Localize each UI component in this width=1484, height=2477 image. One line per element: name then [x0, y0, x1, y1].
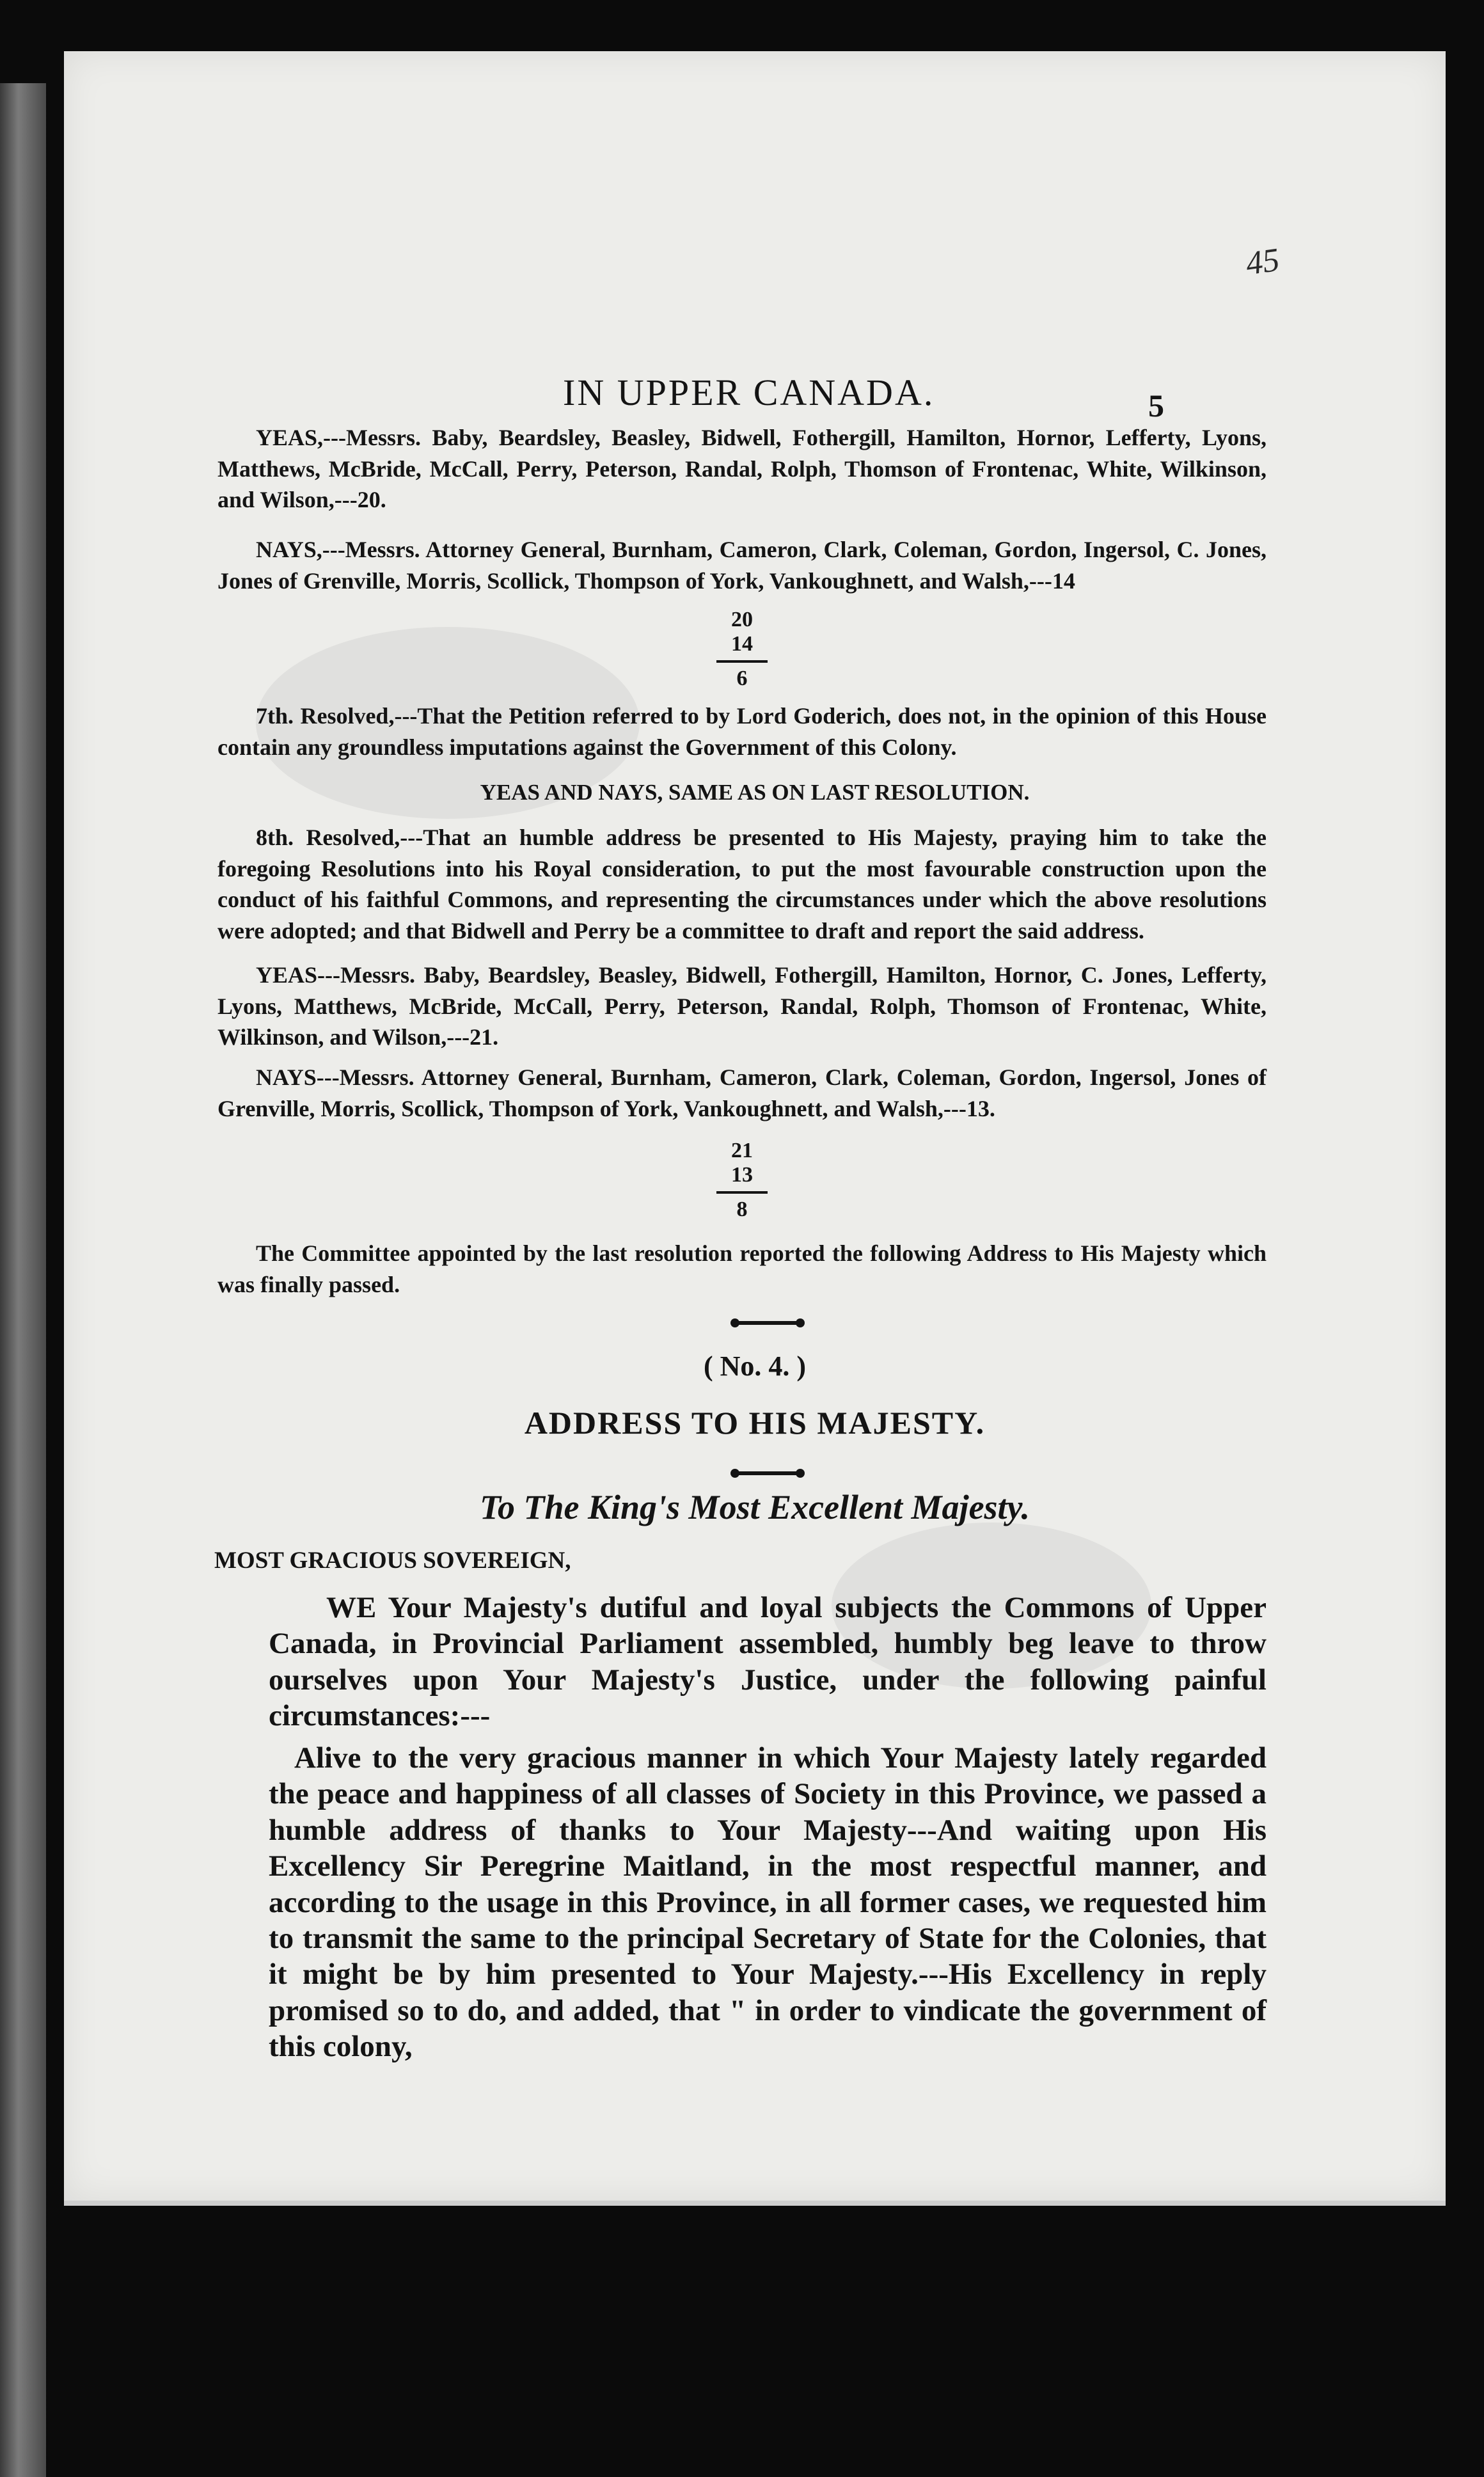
- yeas-paragraph: YEAS---Messrs. Baby, Beardsley, Beasley, Bidwell, Fothergill, Hamilton, Hornor, C. Jones, Lefferty, Lyons, Matthews, McBride, McCall, Perry, Peterson, Randal, Rolph, Thomson of Frontenac, White, Wilkinson, and Wilson,---21.: [217, 962, 1267, 1050]
- tally-rule: [716, 1191, 768, 1194]
- nays-paragraph: NAYS,---Messrs. Attorney General, Burnham, Cameron, Clark, Coleman, Gordon, Ingersol, C. Jones, Jones of Grenville, Morris, Scollick, Thompson of York, Vankoughnett, and Walsh,---14: [217, 537, 1267, 594]
- yeas-paragraph: YEAS,---Messrs. Baby, Beardsley, Beasley, Bidwell, Fothergill, Hamilton, Hornor, Lefferty, Lyons, Matthews, McBride, McCall, Perry, Peterson, Randal, Rolph, Thomson of Frontenac, White, Wilkinson, and Wilson,---20.: [217, 425, 1267, 513]
- vote-tally: [704, 608, 780, 691]
- address-paragraph-1: WE Your Majesty's dutiful and loyal subjects the Commons of Upper Canada, in Provincial Parliament assembled, humbly beg leave to throw ourselves upon Your Majesty's Justice, under the following painful circumstances:---: [269, 1591, 1267, 1733]
- tally-rule: [716, 660, 768, 663]
- tally-majority: 6: [736, 667, 748, 690]
- tally-nays: 13: [731, 1163, 753, 1187]
- committee-note: The Committee appointed by the last resolution reported the following Address to His Majesty which was finally passed.: [217, 1240, 1267, 1297]
- nays-paragraph: NAYS---Messrs. Attorney General, Burnham, Cameron, Clark, Coleman, Gordon, Ingersol, Jones of Grenville, Morris, Scollick, Thompson of York, Vankoughnett, and Walsh,---13.: [217, 1064, 1267, 1121]
- address-number: ( No. 4. ): [703, 1350, 807, 1382]
- address-title: ADDRESS TO HIS MAJESTY.: [524, 1405, 986, 1441]
- resolution-7: 7th. Resolved,---That the Petition referred to by Lord Goderich, does not, in the opinion of this House contain any groundless imputations against the Government of this Colony.: [217, 703, 1267, 760]
- page-number: 5: [1148, 388, 1164, 423]
- ornament-rule: [736, 1321, 800, 1325]
- tally-yeas: 21: [731, 1139, 753, 1162]
- salutation: MOST GRACIOUS SOVEREIGN,: [214, 1547, 571, 1574]
- tally-yeas: 20: [731, 608, 753, 631]
- resolution-8: 8th. Resolved,---That an humble address be presented to His Majesty, praying him to take the foregoing Resolutions into his Royal consideration, to put the most favourable construction upon the conduct of his faithful Commons, and representing the circumstances under which the above resolutions were adopted; and that Bidwell and Perry be a committee to draft and report the said address.: [217, 825, 1267, 944]
- document-page: [64, 51, 1446, 2206]
- address-paragraph-2: Alive to the very gracious manner in which Your Majesty lately regarded the peace and happiness of all classes of Society in this Province, we passed a humble address of thanks to Your Majesty---And waiting upon His Excellency Sir Peregrine Maitland, in the most respectful manner, and according to the usage in this Province, in all former cases, we requested him to transmit the same to the principal Secretary of State for the Colonies, that it might be by him presented to Your Majesty.---His Excellency in reply promised so to do, and added, that " in order to vindicate the government of this colony,: [269, 1741, 1267, 2064]
- same-vote-heading: YEAS AND NAYS, SAME AS ON LAST RESOLUTION.: [480, 780, 1030, 805]
- running-head: IN UPPER CANADA.: [563, 372, 935, 413]
- address-salutation-head: To The King's Most Excellent Majesty.: [479, 1488, 1030, 1526]
- film-edge: [0, 83, 46, 2477]
- tally-majority: 8: [736, 1198, 748, 1221]
- ornament-rule: [736, 1471, 800, 1475]
- folio-note: 45: [1243, 241, 1282, 283]
- vote-tally: [704, 1139, 780, 1222]
- tally-nays: 14: [731, 632, 753, 656]
